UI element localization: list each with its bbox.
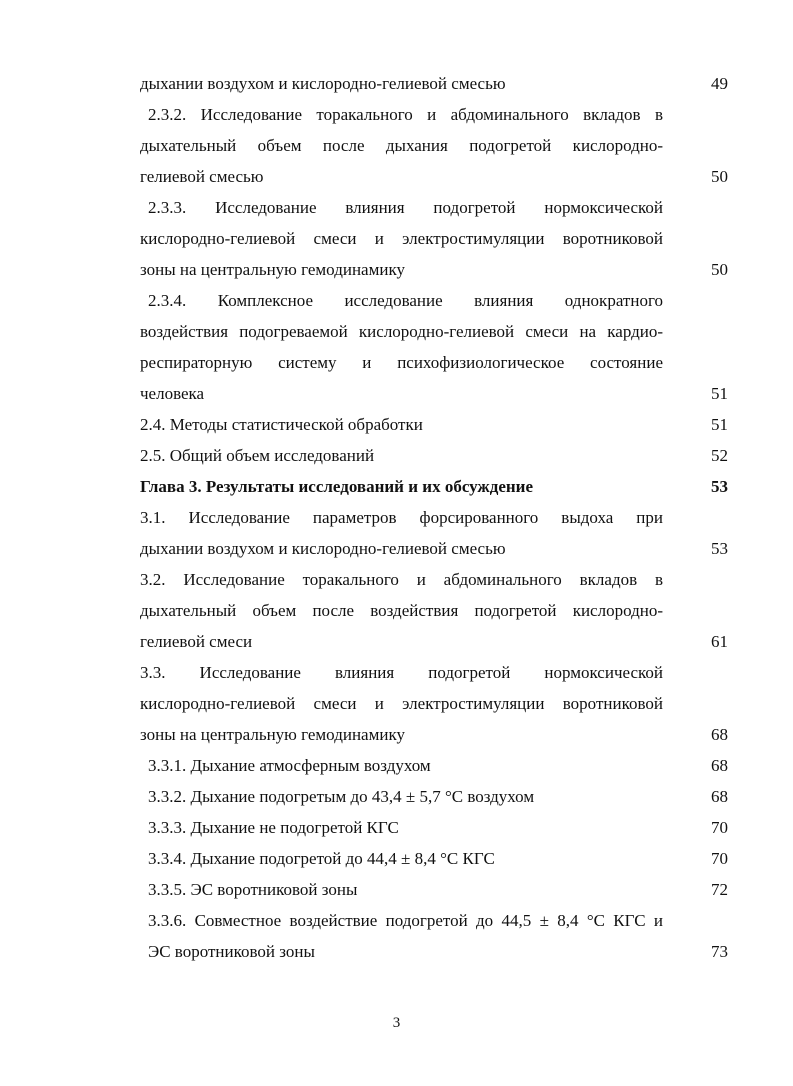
toc-entry	[140, 564, 728, 657]
toc-page-number: 51	[711, 415, 728, 434]
toc-page-number: 50	[711, 167, 728, 186]
toc-entry-text: респираторную систему и психофизиологическое состояние	[140, 353, 663, 372]
toc-page-number: 70	[711, 849, 728, 868]
toc-entry-text: 2.3.4. Комплексное исследование влияния однократного	[148, 291, 663, 310]
toc-page-number: 68	[711, 787, 728, 806]
toc-page-number: 68	[711, 725, 728, 744]
toc-page-number: 68	[711, 756, 728, 775]
toc-page-number: 70	[711, 818, 728, 837]
toc-page-number: 53	[711, 539, 728, 558]
toc-page-number: 53	[711, 477, 728, 496]
toc-entry	[140, 192, 728, 285]
table-of-contents	[140, 68, 728, 967]
toc-entry	[140, 440, 728, 471]
toc-entry	[140, 843, 728, 874]
toc-page-number: 72	[711, 880, 728, 899]
toc-entry	[140, 905, 728, 967]
toc-entry-text: зоны на центральную гемодинамику	[140, 725, 405, 744]
toc-page-number: 52	[711, 446, 728, 465]
toc-entry-text: 2.5. Общий объем исследований	[140, 446, 375, 465]
toc-entry	[140, 99, 728, 192]
toc-entry-text: ЭС воротниковой зоны	[148, 942, 315, 961]
toc-entry-text: 3.1. Исследование параметров форсированного выдоха при	[140, 508, 663, 527]
toc-entry-text: 2.3.2. Исследование торакального и абдоминального вкладов в	[148, 105, 663, 124]
toc-entry-text: Глава 3. Результаты исследований и их обсуждение	[140, 477, 534, 496]
toc-entry-text: дыхательный объем после дыхания подогретой кислородно-	[140, 136, 663, 155]
toc-entry-text: дыхании воздухом и кислородно-гелиевой смесью	[140, 539, 506, 558]
toc-page-number: 49	[711, 74, 728, 93]
toc-entry	[140, 409, 728, 440]
toc-entry	[140, 285, 728, 409]
page-number-footer: 3	[392, 1015, 401, 1031]
toc-entry-text: кислородно-гелиевой смеси и электростимуляции воротниковой	[140, 229, 663, 248]
toc-entry-text: гелиевой смеси	[140, 632, 253, 651]
toc-page-number: 61	[711, 632, 728, 651]
toc-entry-text: гелиевой смесью	[140, 167, 264, 186]
toc-entry	[140, 812, 728, 843]
toc-entry	[140, 874, 728, 905]
toc-entry-text: 3.3. Исследование влияния подогретой нормоксической	[140, 663, 663, 682]
toc-entry-text: дыхательный объем после воздействия подогретой кислородно-	[140, 601, 663, 620]
toc-page-number: 51	[711, 384, 728, 403]
toc-entry-text: 3.3.4. Дыхание подогретой до 44,4 ± 8,4 °С КГС	[148, 849, 495, 868]
toc-chapter-heading	[140, 471, 728, 502]
toc-entry	[140, 68, 728, 99]
toc-entry-text: зоны на центральную гемодинамику	[140, 260, 405, 279]
toc-entry-text: 3.3.6. Совместное воздействие подогретой до 44,5 ± 8,4 °С КГС и	[148, 911, 663, 930]
toc-entry	[140, 781, 728, 812]
toc-entry-text: 3.2. Исследование торакального и абдоминального вкладов в	[140, 570, 663, 589]
toc-page-number: 50	[711, 260, 728, 279]
toc-entry-text: 2.3.3. Исследование влияния подогретой нормоксической	[148, 198, 663, 217]
toc-entry-text: 2.4. Методы статистической обработки	[140, 415, 423, 434]
toc-entry-text: человека	[140, 384, 205, 403]
toc-entry-text: 3.3.1. Дыхание атмосферным воздухом	[148, 756, 431, 775]
toc-entry-text: воздействия подогреваемой кислородно-гелиевой смеси на кардио-	[140, 322, 663, 341]
toc-entry	[140, 502, 728, 564]
toc-entry	[140, 657, 728, 750]
toc-page-number: 73	[711, 942, 728, 961]
toc-entry-text: 3.3.5. ЭС воротниковой зоны	[148, 880, 358, 899]
toc-entry-text: 3.3.3. Дыхание не подогретой КГС	[148, 818, 399, 837]
toc-entry-text: 3.3.2. Дыхание подогретым до 43,4 ± 5,7 °С воздухом	[148, 787, 535, 806]
toc-entry	[140, 750, 728, 781]
toc-entry-text: дыхании воздухом и кислородно-гелиевой смесью	[140, 74, 506, 93]
toc-entry-text: кислородно-гелиевой смеси и электростимуляции воротниковой	[140, 694, 663, 713]
